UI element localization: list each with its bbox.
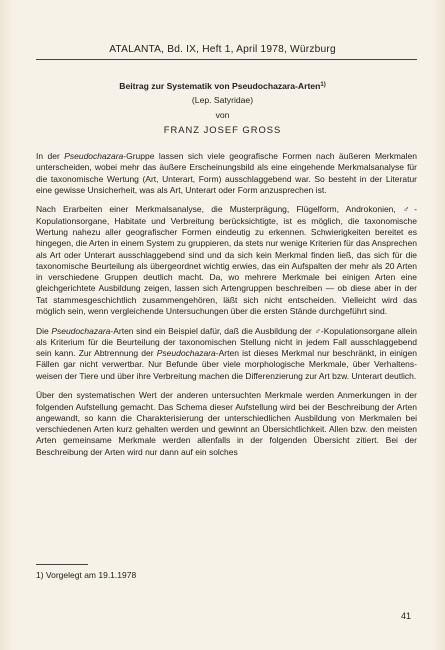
author-name: FRANZ JOSEF GROSS xyxy=(163,124,282,135)
article-title xyxy=(0,81,445,91)
p3-text-c: -Arten ist dieses Merkmal nur beschränkt, in einigen Fällen gar nicht verwertbar. Nur Befunde über viele morphologische Merkmale, über Verhaltensweisen der Tiere und über ihre Verbreitung machen die Differenzierung zur Art bzw. Unterart deutlich. xyxy=(36,348,417,381)
p3-genus-italic-1: Pseudochazara xyxy=(51,325,111,336)
running-head: ATALANTA, Bd. IX, Heft 1, April 1978, Würzburg xyxy=(109,44,336,55)
article-subtitle: (Lep. Satyridae) xyxy=(191,95,254,105)
footnote: 1) Vorgelegt am 19.1.1978 xyxy=(36,570,137,580)
byline-von: von xyxy=(215,110,230,120)
footnote-rule xyxy=(36,564,88,565)
paragraph-1 xyxy=(36,151,417,196)
p3-genus-italic-2: Pseudochazara xyxy=(156,348,216,359)
title-footnote-mark: 1) xyxy=(320,82,326,88)
p1-text-b: -Gruppe lassen sich viele geografische Formen nach äußeren Merkmalen unterscheiden, wobei mehr das äußere Erscheinungsbild als eine eingehende Merkmalsanalyse für die taxonomische Wertung (Art, Unterart, Form) ausschlaggebend war. So besteht in der Literatur eine gewisse Unsicherheit, was als Art, Unterart oder Form anzusprechen ist. xyxy=(36,151,417,195)
page-number: 41 xyxy=(400,611,411,621)
p3-text-a: Die xyxy=(36,325,52,336)
article-title-text: Beitrag zur Systematik von Pseudochazara-Arten xyxy=(119,81,321,91)
p1-text-a: In der xyxy=(36,151,65,161)
article-body xyxy=(36,151,417,466)
paragraph-4: Über den systematischen Wert der anderen untersuchten Merkmale werden Anmerkungen in der folgenden Aufstellung gemacht. Das Schema dieser Aufstellung wird bei der Beschreibung der Arten angewandt, so kann die Charakterisierung der unterschiedlichen Ausbildung von Merkmalen bei verschiedenen Arten kurz gehalten werden und gewinnt an Übersichtlichkeit. Allen bzw. den meisten Arten gemeinsame Merkmale werden allenfalls in der folgenden Übersicht zitiert. Bei der Beschreibung der Arten wird nur dann auf ein solches xyxy=(36,390,417,457)
paragraph-3 xyxy=(36,326,417,382)
paragraph-2: Nach Erarbeiten einer Merkmalsanalyse, die Musterprägung, Flügelform, Androkonien, ♂-Kopulationsorgane, Habitate und Verbreitung berücksichtigte, ist es möglich, die taxonomische Wertung nahezu aller geografischer Formen eindeutig zu erkennen. Schwierigkeiten bereitet es hingegen, die Arten in einem System zu gruppieren, da stets nur wenige Kriterien für das Ansprechen als Art oder Unterart ausschlaggebend sind und da sich kein Merkmal finden ließ, das sich für die taxonomische Beurteilung als übergeordnet wichtig erwies, das ein Aufspalten der mehr als 20 Arten in verschiedene Gruppen deutlich macht. Da, wo mehrere Merkmale bei einigen Arten eine gleichgerichtete Ausbildung zeigen, lassen sich Artengruppen beschreiben — ob diese aber in der Tat stammesgeschichtlich zusammengehören, läßt sich nicht entscheiden. Vielleicht wird das möglich sein, wenn vergleichende Untersuchungen über die ersten Stände durchgeführt sind. xyxy=(36,204,417,317)
header-rule xyxy=(36,59,417,60)
p3-text-b: -Arten sind ein Beispiel dafür, daß die Ausbildung der ♂-Kopulationsorgane allein als Kriterium für die Beurteilung der taxonomischen Stellung nicht in jedem Fall ausschlaggebend sein kann. Zur Abtrennung der xyxy=(36,325,417,359)
p1-genus-italic: Pseudochazara xyxy=(64,151,124,161)
